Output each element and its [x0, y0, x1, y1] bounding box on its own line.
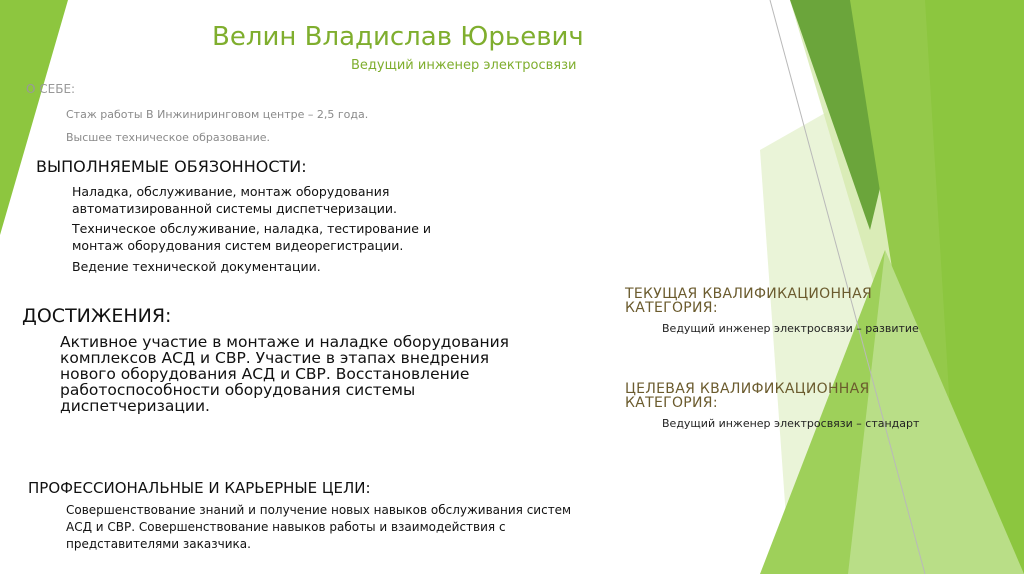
duty-item: Наладка, обслуживание, монтаж оборудования автоматизированной системы диспетчеризации. [72, 184, 397, 216]
achievements-text: Активное участие в монтаже и наладке оборудования комплексов АСД и СВР. Участие в этапах внедрения нового оборудования АСД и СВР. Восстановление работоспособности оборудования системы диспетчеризации. [60, 333, 510, 415]
goals-text: Совершенствование знаний и получение новых навыков обслуживания систем АСД и СВР. Совершенствование навыков работы и взаимодействия с представителями заказчика. [66, 503, 572, 551]
employee-position: Ведущий инженер электросвязи [351, 58, 577, 73]
current-category-value: Ведущий инженер электросвязи – развитие [662, 322, 919, 335]
target-category-value: Ведущий инженер электросвязи – стандарт [662, 417, 920, 430]
about-heading: О СЕБЕ: [26, 82, 76, 96]
duties-heading: ВЫПОЛНЯЕМЫЕ ОБЯЗОННОСТИ: [36, 157, 307, 176]
goals-heading: ПРОФЕССИОНАЛЬНЫЕ И КАРЬЕРНЫЕ ЦЕЛИ: [28, 479, 371, 497]
achievements-heading: ДОСТИЖЕНИЯ: [22, 305, 172, 327]
about-item: Высшее техническое образование. [66, 131, 270, 144]
employee-name: Велин Владислав Юрьевич [212, 22, 584, 52]
duty-item: Ведение технической документации. [72, 259, 321, 274]
about-item: Стаж работы В Инжиниринговом центре – 2,5 года. [66, 108, 369, 121]
current-category-heading: ТЕКУЩАЯ КВАЛИФИКАЦИОННАЯ КАТЕГОРИЯ: [625, 286, 873, 316]
left-green-shard [0, 0, 68, 235]
duty-item: Техническое обслуживание, наладка, тестирование и монтаж оборудования систем видеорегистрации. [72, 221, 432, 253]
target-category-heading: ЦЕЛЕВАЯ КВАЛИФИКАЦИОННАЯ КАТЕГОРИЯ: [625, 381, 870, 411]
